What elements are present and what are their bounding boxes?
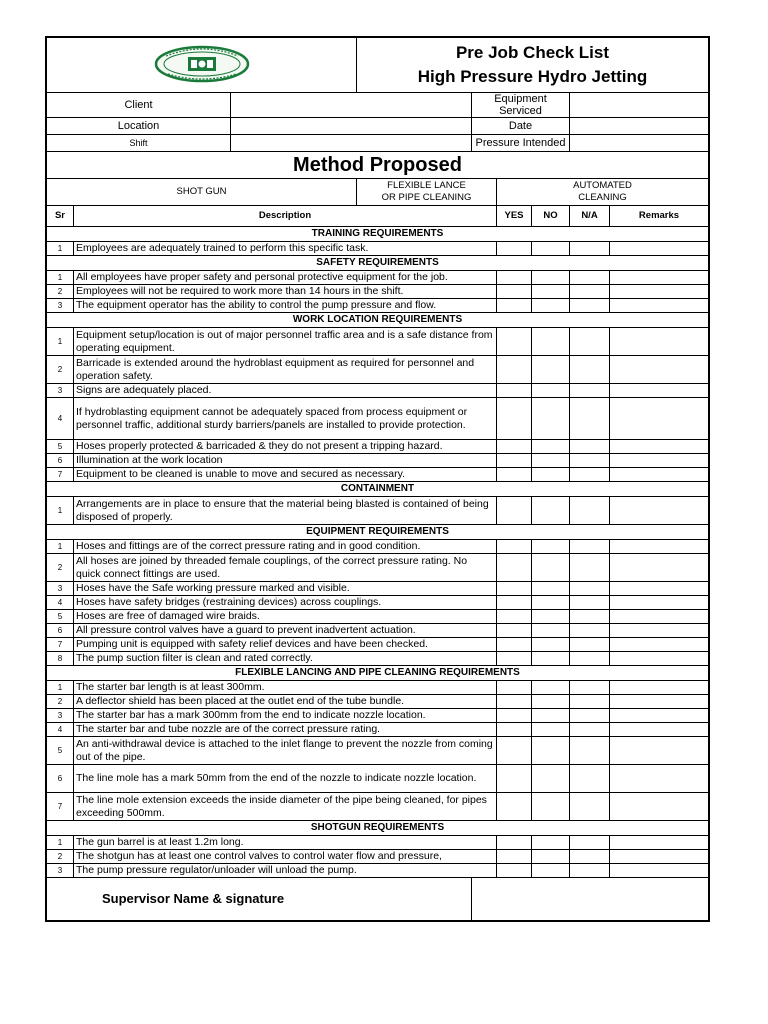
- option-line: AUTOMATED: [573, 180, 632, 191]
- method-title: Method Proposed: [47, 152, 709, 179]
- remarks-field[interactable]: [610, 681, 709, 695]
- remarks-field[interactable]: [610, 765, 709, 793]
- item-description: Signs are adequately placed.: [74, 384, 497, 398]
- item-description: The shotgun has at least one control valves to control water flow and pressure,: [74, 850, 497, 864]
- logo-emblem-icon: [152, 44, 252, 84]
- row-number: 2: [47, 554, 74, 582]
- row-number: 7: [47, 468, 74, 482]
- item-description: The pump pressure regulator/unloader will unload the pump.: [74, 864, 497, 878]
- item-description: Hoses have safety bridges (restraining devices) across couplings.: [74, 596, 497, 610]
- checklist-row: [47, 709, 709, 723]
- yes-checkbox[interactable]: [497, 638, 532, 652]
- checklist-row: [47, 610, 709, 624]
- column-header-sr: Sr: [47, 206, 74, 227]
- no-checkbox[interactable]: [532, 497, 570, 525]
- item-description: Hoses have the Safe working pressure marked and visible.: [74, 582, 497, 596]
- item-description: All hoses are joined by threaded female couplings, of the correct pressure rating. No quick connect fittings are used.: [74, 554, 497, 582]
- row-number: 2: [47, 850, 74, 864]
- yes-checkbox[interactable]: [497, 610, 532, 624]
- checklist-row: [47, 384, 709, 398]
- item-description: Employees are adequately trained to perform this specific task.: [74, 242, 497, 256]
- yes-checkbox[interactable]: [497, 864, 532, 878]
- remarks-field[interactable]: [610, 737, 709, 765]
- na-checkbox[interactable]: [570, 864, 610, 878]
- na-checkbox[interactable]: [570, 299, 610, 313]
- checklist-row: [47, 299, 709, 313]
- yes-checkbox[interactable]: [497, 540, 532, 554]
- no-checkbox[interactable]: [532, 836, 570, 850]
- column-header-remarks: Remarks: [610, 206, 709, 227]
- section-heading: SAFETY REQUIREMENTS: [47, 256, 709, 271]
- column-header-description: Description: [74, 206, 497, 227]
- yes-checkbox[interactable]: [497, 624, 532, 638]
- client-label: Client: [47, 93, 231, 118]
- no-checkbox[interactable]: [532, 242, 570, 256]
- no-checkbox[interactable]: [532, 709, 570, 723]
- no-checkbox[interactable]: [532, 652, 570, 666]
- row-number: 3: [47, 582, 74, 596]
- na-checkbox[interactable]: [570, 793, 610, 821]
- no-checkbox[interactable]: [532, 299, 570, 313]
- section-heading: CONTAINMENT: [47, 482, 709, 497]
- checklist-row: [47, 454, 709, 468]
- no-checkbox[interactable]: [532, 540, 570, 554]
- no-checkbox[interactable]: [532, 723, 570, 737]
- row-number: 1: [47, 540, 74, 554]
- item-description: Equipment setup/location is out of major personnel traffic area and is a safe distance from operating equipment.: [74, 328, 497, 356]
- row-number: 4: [47, 398, 74, 440]
- section-equipment: [47, 525, 709, 666]
- remarks-field[interactable]: [610, 723, 709, 737]
- no-checkbox[interactable]: [532, 737, 570, 765]
- no-checkbox[interactable]: [532, 624, 570, 638]
- no-checkbox[interactable]: [532, 864, 570, 878]
- row-number: 1: [47, 681, 74, 695]
- yes-checkbox[interactable]: [497, 765, 532, 793]
- checklist-row: [47, 468, 709, 482]
- section-heading: EQUIPMENT REQUIREMENTS: [47, 525, 709, 540]
- checklist-row: [47, 285, 709, 299]
- checklist-row: [47, 737, 709, 765]
- row-number: 1: [47, 836, 74, 850]
- remarks-field[interactable]: [610, 850, 709, 864]
- checklist-row: [47, 271, 709, 285]
- row-number: 1: [47, 328, 74, 356]
- supervisor-label: Supervisor Name & signature: [47, 878, 472, 921]
- na-checkbox[interactable]: [570, 554, 610, 582]
- no-checkbox[interactable]: [532, 356, 570, 384]
- yes-checkbox[interactable]: [497, 582, 532, 596]
- no-checkbox[interactable]: [532, 554, 570, 582]
- row-number: 7: [47, 638, 74, 652]
- remarks-field[interactable]: [610, 497, 709, 525]
- yes-checkbox[interactable]: [497, 454, 532, 468]
- na-checkbox[interactable]: [570, 652, 610, 666]
- yes-checkbox[interactable]: [497, 793, 532, 821]
- remarks-field[interactable]: [610, 596, 709, 610]
- title-line-2: High Pressure Hydro Jetting: [417, 67, 648, 86]
- column-header-yes: YES: [497, 206, 532, 227]
- option-line: OR PIPE CLEANING: [381, 192, 472, 203]
- row-number: 3: [47, 299, 74, 313]
- method-option-shotgun[interactable]: SHOT GUN: [47, 179, 357, 206]
- remarks-field[interactable]: [610, 638, 709, 652]
- item-description: All employees have proper safety and personal protective equipment for the job.: [74, 271, 497, 285]
- no-checkbox[interactable]: [532, 271, 570, 285]
- checklist-row: [47, 356, 709, 384]
- no-checkbox[interactable]: [532, 681, 570, 695]
- no-checkbox[interactable]: [532, 468, 570, 482]
- checklist-table: [46, 37, 709, 921]
- na-checkbox[interactable]: [570, 454, 610, 468]
- remarks-field[interactable]: [610, 652, 709, 666]
- item-description: The starter bar has a mark 300mm from the end to indicate nozzle location.: [74, 709, 497, 723]
- item-description: Hoses properly protected & barricaded & they do not present a tripping hazard.: [74, 440, 497, 454]
- yes-checkbox[interactable]: [497, 299, 532, 313]
- na-checkbox[interactable]: [570, 836, 610, 850]
- checklist-sheet: [45, 36, 710, 922]
- checklist-row: [47, 582, 709, 596]
- row-number: 2: [47, 356, 74, 384]
- row-number: 7: [47, 793, 74, 821]
- equipment-field[interactable]: [570, 93, 709, 118]
- yes-checkbox[interactable]: [497, 468, 532, 482]
- client-field[interactable]: [231, 93, 472, 118]
- no-checkbox[interactable]: [532, 582, 570, 596]
- row-number: 3: [47, 864, 74, 878]
- method-option-flexible-lance[interactable]: [357, 179, 497, 206]
- item-description: The line mole extension exceeds the inside diameter of the pipe being cleaned, for pipes exceeding 500mm.: [74, 793, 497, 821]
- na-checkbox[interactable]: [570, 440, 610, 454]
- yes-checkbox[interactable]: [497, 695, 532, 709]
- row-number: 8: [47, 652, 74, 666]
- row-number: 5: [47, 737, 74, 765]
- yes-checkbox[interactable]: [497, 554, 532, 582]
- na-checkbox[interactable]: [570, 681, 610, 695]
- section-flexible: [47, 666, 709, 821]
- yes-checkbox[interactable]: [497, 723, 532, 737]
- checklist-row: [47, 695, 709, 709]
- remarks-field[interactable]: [610, 356, 709, 384]
- no-checkbox[interactable]: [532, 695, 570, 709]
- section-containment: [47, 482, 709, 525]
- checklist-row: [47, 554, 709, 582]
- yes-checkbox[interactable]: [497, 596, 532, 610]
- remarks-field[interactable]: [610, 624, 709, 638]
- na-checkbox[interactable]: [570, 398, 610, 440]
- na-checkbox[interactable]: [570, 610, 610, 624]
- remarks-field[interactable]: [610, 793, 709, 821]
- option-line: CLEANING: [578, 192, 627, 203]
- item-description: Equipment to be cleaned is unable to move and secured as necessary.: [74, 468, 497, 482]
- checklist-row: [47, 836, 709, 850]
- na-checkbox[interactable]: [570, 540, 610, 554]
- checklist-row: [47, 328, 709, 356]
- yes-checkbox[interactable]: [497, 271, 532, 285]
- na-checkbox[interactable]: [570, 468, 610, 482]
- yes-checkbox[interactable]: [497, 328, 532, 356]
- section-training: [47, 227, 709, 256]
- column-header-na: N/A: [570, 206, 610, 227]
- row-number: 2: [47, 285, 74, 299]
- remarks-field[interactable]: [610, 328, 709, 356]
- yes-checkbox[interactable]: [497, 384, 532, 398]
- remarks-field[interactable]: [610, 242, 709, 256]
- row-number: 1: [47, 271, 74, 285]
- remarks-field[interactable]: [610, 271, 709, 285]
- item-description: Barricade is extended around the hydroblast equipment as required for personnel and operation safety.: [74, 356, 497, 384]
- remarks-field[interactable]: [610, 384, 709, 398]
- checklist-row: [47, 540, 709, 554]
- row-number: 2: [47, 695, 74, 709]
- yes-checkbox[interactable]: [497, 242, 532, 256]
- no-checkbox[interactable]: [532, 638, 570, 652]
- remarks-field[interactable]: [610, 454, 709, 468]
- na-checkbox[interactable]: [570, 356, 610, 384]
- location-label: Location: [47, 118, 231, 135]
- supervisor-signature-field[interactable]: [472, 878, 709, 921]
- item-description: A deflector shield has been placed at the outlet end of the tube bundle.: [74, 695, 497, 709]
- remarks-field[interactable]: [610, 582, 709, 596]
- na-checkbox[interactable]: [570, 328, 610, 356]
- no-checkbox[interactable]: [532, 328, 570, 356]
- yes-checkbox[interactable]: [497, 737, 532, 765]
- item-description: All pressure control valves have a guard to prevent inadvertent actuation.: [74, 624, 497, 638]
- remarks-field[interactable]: [610, 610, 709, 624]
- item-description: Employees will not be required to work more than 14 hours in the shift.: [74, 285, 497, 299]
- row-number: 5: [47, 440, 74, 454]
- na-checkbox[interactable]: [570, 285, 610, 299]
- item-description: The equipment operator has the ability to control the pump pressure and flow.: [74, 299, 497, 313]
- equipment-label: Equipment Serviced: [472, 93, 570, 118]
- na-checkbox[interactable]: [570, 709, 610, 723]
- shift-label: Shift: [47, 135, 231, 152]
- yes-checkbox[interactable]: [497, 850, 532, 864]
- na-checkbox[interactable]: [570, 242, 610, 256]
- section-shotgun: [47, 821, 709, 878]
- shift-field[interactable]: [231, 135, 472, 152]
- na-checkbox[interactable]: [570, 497, 610, 525]
- item-description: The pump suction filter is clean and rated correctly.: [74, 652, 497, 666]
- option-line: FLEXIBLE LANCE: [387, 180, 466, 191]
- na-checkbox[interactable]: [570, 723, 610, 737]
- yes-checkbox[interactable]: [497, 709, 532, 723]
- remarks-field[interactable]: [610, 864, 709, 878]
- na-checkbox[interactable]: [570, 850, 610, 864]
- item-description: An anti-withdrawal device is attached to the inlet flange to prevent the nozzle from coming out of the pipe.: [74, 737, 497, 765]
- checklist-row: [47, 624, 709, 638]
- remarks-field[interactable]: [610, 468, 709, 482]
- row-number: 1: [47, 497, 74, 525]
- na-checkbox[interactable]: [570, 737, 610, 765]
- checklist-row: [47, 765, 709, 793]
- checklist-row: [47, 242, 709, 256]
- section-heading: WORK LOCATION REQUIREMENTS: [47, 313, 709, 328]
- checklist-row: [47, 723, 709, 737]
- yes-checkbox[interactable]: [497, 285, 532, 299]
- yes-checkbox[interactable]: [497, 440, 532, 454]
- na-checkbox[interactable]: [570, 765, 610, 793]
- checklist-row: [47, 440, 709, 454]
- item-description: If hydroblasting equipment cannot be adequately spaced from process equipment or personnel traffic, additional sturdy barriers/panels are installed to provide protection.: [74, 398, 497, 440]
- remarks-field[interactable]: [610, 540, 709, 554]
- item-description: Hoses are free of damaged wire braids.: [74, 610, 497, 624]
- checklist-row: [47, 596, 709, 610]
- no-checkbox[interactable]: [532, 384, 570, 398]
- remarks-field[interactable]: [610, 554, 709, 582]
- yes-checkbox[interactable]: [497, 836, 532, 850]
- na-checkbox[interactable]: [570, 271, 610, 285]
- item-description: The gun barrel is at least 1.2m long.: [74, 836, 497, 850]
- row-number: 3: [47, 384, 74, 398]
- item-description: Arrangements are in place to ensure that the material being blasted is contained of being disposed of properly.: [74, 497, 497, 525]
- checklist-row: [47, 398, 709, 440]
- date-label: Date: [472, 118, 570, 135]
- no-checkbox[interactable]: [532, 850, 570, 864]
- row-number: 4: [47, 596, 74, 610]
- method-option-automated[interactable]: [497, 179, 709, 206]
- section-heading: TRAINING REQUIREMENTS: [47, 227, 709, 242]
- na-checkbox[interactable]: [570, 582, 610, 596]
- no-checkbox[interactable]: [532, 285, 570, 299]
- no-checkbox[interactable]: [532, 440, 570, 454]
- remarks-field[interactable]: [610, 709, 709, 723]
- item-description: The starter bar and tube nozzle are of the correct pressure rating.: [74, 723, 497, 737]
- item-description: Hoses and fittings are of the correct pressure rating and in good condition.: [74, 540, 497, 554]
- no-checkbox[interactable]: [532, 596, 570, 610]
- row-number: 6: [47, 765, 74, 793]
- column-header-no: NO: [532, 206, 570, 227]
- yes-checkbox[interactable]: [497, 681, 532, 695]
- pressure-field[interactable]: [570, 135, 709, 152]
- na-checkbox[interactable]: [570, 638, 610, 652]
- remarks-field[interactable]: [610, 299, 709, 313]
- no-checkbox[interactable]: [532, 398, 570, 440]
- item-description: The line mole has a mark 50mm from the end of the nozzle to indicate nozzle location.: [74, 765, 497, 793]
- row-number: 6: [47, 454, 74, 468]
- date-field[interactable]: [570, 118, 709, 135]
- row-number: 6: [47, 624, 74, 638]
- section-safety: [47, 256, 709, 313]
- item-description: The starter bar length is at least 300mm.: [74, 681, 497, 695]
- yes-checkbox[interactable]: [497, 356, 532, 384]
- row-number: 3: [47, 709, 74, 723]
- checklist-row: [47, 850, 709, 864]
- remarks-field[interactable]: [610, 285, 709, 299]
- company-logo: [47, 38, 357, 93]
- checklist-row: [47, 864, 709, 878]
- no-checkbox[interactable]: [532, 793, 570, 821]
- row-number: 5: [47, 610, 74, 624]
- yes-checkbox[interactable]: [497, 652, 532, 666]
- na-checkbox[interactable]: [570, 384, 610, 398]
- location-field[interactable]: [231, 118, 472, 135]
- section-heading: FLEXIBLE LANCING AND PIPE CLEANING REQUIREMENTS: [47, 666, 709, 681]
- no-checkbox[interactable]: [532, 610, 570, 624]
- remarks-field[interactable]: [610, 836, 709, 850]
- section-heading: SHOTGUN REQUIREMENTS: [47, 821, 709, 836]
- checklist-row: [47, 638, 709, 652]
- checklist-row: [47, 652, 709, 666]
- remarks-field[interactable]: [610, 695, 709, 709]
- checklist-row: [47, 793, 709, 821]
- yes-checkbox[interactable]: [497, 497, 532, 525]
- checklist-row: [47, 497, 709, 525]
- checklist-row: [47, 681, 709, 695]
- no-checkbox[interactable]: [532, 454, 570, 468]
- remarks-field[interactable]: [610, 440, 709, 454]
- page-title: [357, 38, 709, 93]
- no-checkbox[interactable]: [532, 765, 570, 793]
- item-description: Illumination at the work location: [74, 454, 497, 468]
- na-checkbox[interactable]: [570, 695, 610, 709]
- remarks-field[interactable]: [610, 398, 709, 440]
- row-number: 4: [47, 723, 74, 737]
- pressure-label: Pressure Intended: [472, 135, 570, 152]
- title-line-1: Pre Job Check List: [455, 43, 610, 62]
- section-work: [47, 313, 709, 482]
- na-checkbox[interactable]: [570, 624, 610, 638]
- item-description: Pumping unit is equipped with safety relief devices and have been checked.: [74, 638, 497, 652]
- row-number: 1: [47, 242, 74, 256]
- na-checkbox[interactable]: [570, 596, 610, 610]
- yes-checkbox[interactable]: [497, 398, 532, 440]
